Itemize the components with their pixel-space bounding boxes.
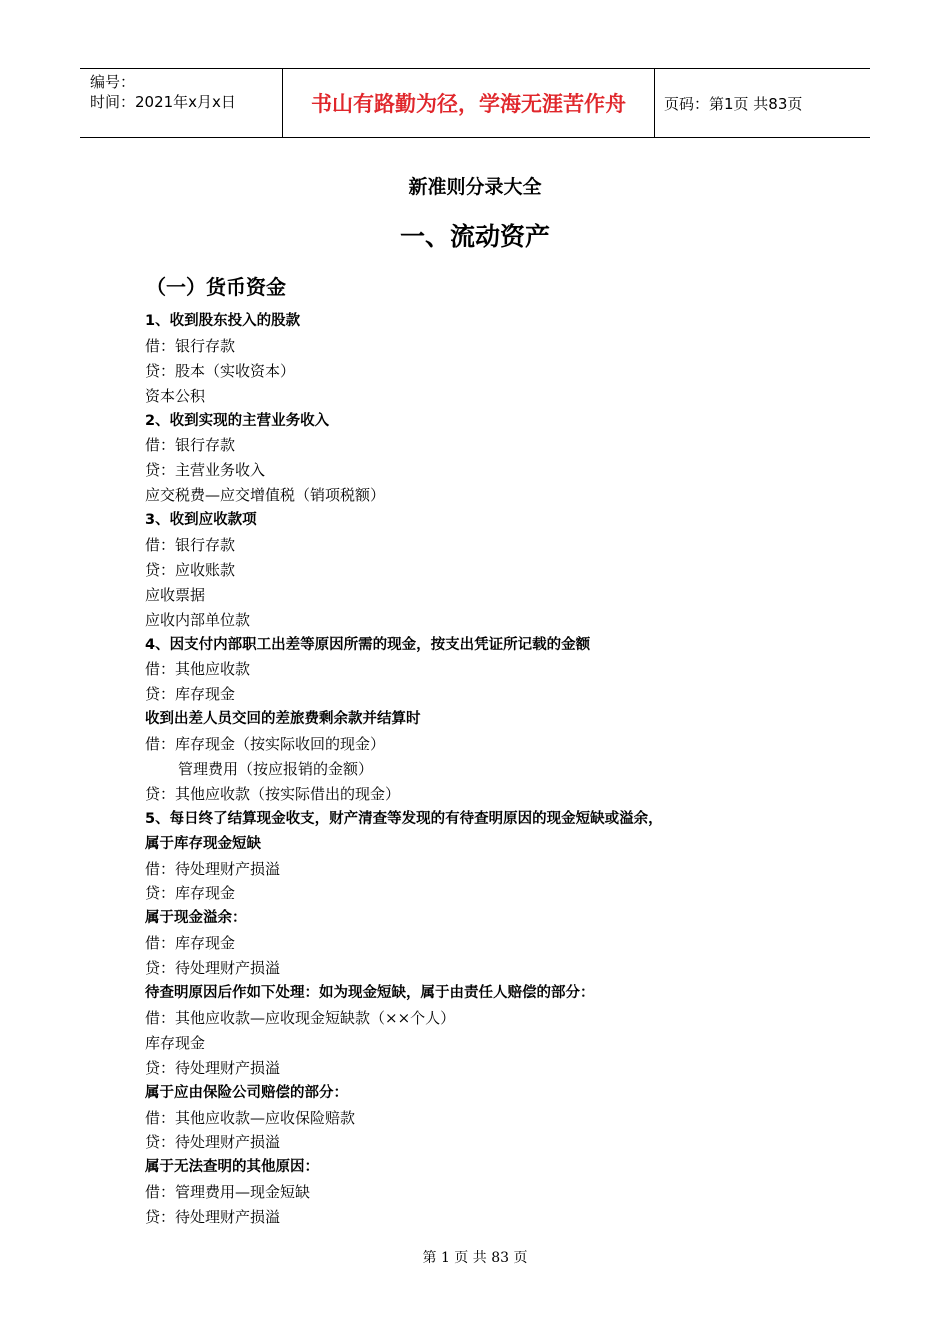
entry-heading: 属于现金溢余： [145,910,247,927]
entry-line: 贷：主营业务收入 [145,461,266,480]
entry-line: 借：待处理财产损溢 [145,859,281,878]
entry-line: 贷：应收账款 [145,560,236,579]
entry-line: 贷：待处理财产损溢 [145,1208,281,1227]
entry-line: 应收内部单位款 [145,610,251,629]
entry-line: 应交税费—应交增值税（销项税额） [145,486,386,505]
header-page-info: 页码：第1页 共83页 [664,94,803,113]
entry-line: 贷：库存现金 [145,685,236,704]
entry-heading: 属于应由保险公司赔偿的部分： [145,1084,348,1101]
entry-heading: 待查明原因后作如下处理：如为现金短缺，属于由责任人赔偿的部分： [145,985,595,1002]
subsection-title: （一）货币资金 [146,275,286,299]
entry-line: 借：其他应收款 [145,660,251,679]
entry-line: 资本公积 [145,386,206,405]
doc-number-label: 编号： [90,73,136,91]
entry-line: 借：库存现金（按实际收回的现金） [145,735,386,754]
page-footer: 第 1 页 共 83 页 [422,1250,528,1266]
document-title: 新准则分录大全 [408,176,542,198]
entry-line: 贷：其他应收款（按实际借出的现金） [145,784,401,803]
entry-heading: 1、收到股东投入的股款 [145,313,301,329]
entry-line: 管理费用（按应报销的金额） [178,760,374,779]
entry-line: 库存现金 [145,1033,206,1052]
page-header [80,68,870,138]
entry-heading: 属于库存现金短缺 [145,835,261,852]
entry-line: 应收票据 [145,585,206,604]
header-meta [90,72,236,112]
entry-heading: 3、收到应收款项 [145,512,257,529]
entry-heading: 收到出差人员交回的差旅费剩余款并结算时 [145,711,421,728]
doc-time-label: 时间：2021年x月x日 [90,93,236,111]
header-divider [654,69,655,137]
entry-line: 贷：库存现金 [145,884,236,903]
section-title: 一、流动资产 [399,222,550,251]
entry-line: 借：管理费用—现金短缺 [145,1183,311,1202]
entry-line: 贷：待处理财产损溢 [145,959,281,978]
entry-line: 借：库存现金 [145,934,236,953]
entry-line: 借：其他应收款—应收现金短缺款（××个人） [145,1008,456,1027]
entry-heading: 2、收到实现的主营业务收入 [145,412,330,429]
entry-heading: 5、每日终了结算现金收支，财产清查等发现的有待查明原因的现金短缺或溢余， [145,810,663,827]
header-motto: 书山有路勤为径，学海无涯苦作舟 [311,92,626,116]
entry-heading: 属于无法查明的其他原因： [145,1159,319,1176]
entry-heading: 4、因支付内部职工出差等原因所需的现金，按支出凭证所记载的金额 [145,636,591,653]
entry-line: 借：银行存款 [145,536,236,555]
entry-line: 借：银行存款 [145,336,236,355]
entry-line: 贷：股本（实收资本） [145,361,296,380]
entry-line: 贷：待处理财产损溢 [145,1058,281,1077]
entry-list [145,309,865,1230]
entry-line: 借：其他应收款—应收保险赔款 [145,1108,356,1127]
entry-line: 借：银行存款 [145,436,236,455]
entry-line: 贷：待处理财产损溢 [145,1133,281,1152]
